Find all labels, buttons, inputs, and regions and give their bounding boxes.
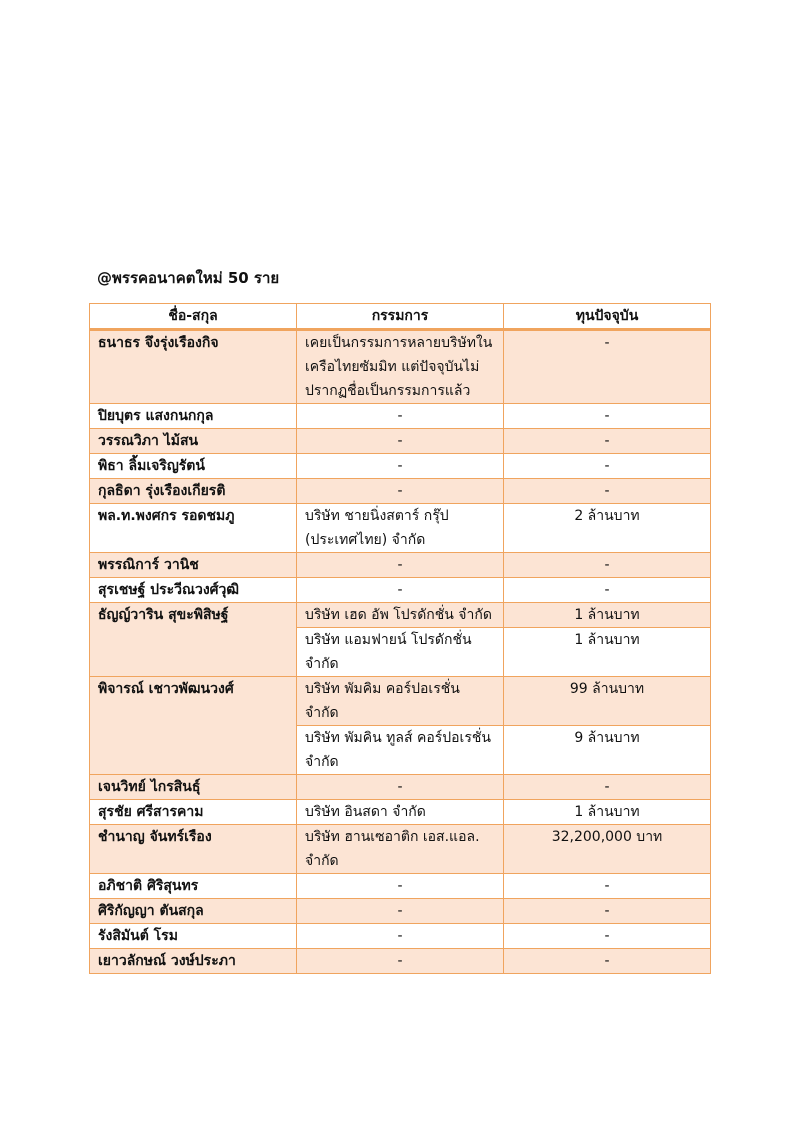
table-row (90, 578, 711, 603)
table-row (90, 330, 711, 404)
capital-cell: 1 ล้านบาท (504, 628, 711, 677)
capital-cell: 32,200,000 บาท (504, 825, 711, 874)
member-name: ศิริกัญญา ตันสกุล (90, 899, 297, 924)
director-cell: - (297, 775, 504, 800)
table-row (90, 800, 711, 825)
capital-cell: 1 ล้านบาท (504, 603, 711, 628)
table-header-row (90, 304, 711, 330)
director-cell: บริษัท ฮานเซอาติก เอส.แอล. จำกัด (297, 825, 504, 874)
capital-cell: - (504, 330, 711, 404)
director-cell: - (297, 899, 504, 924)
table-row (90, 874, 711, 899)
table-row (90, 504, 711, 553)
director-cell: บริษัท แอมฟายน์ โปรดักชั่น จำกัด (297, 628, 504, 677)
member-name: สุรชัย ศรีสารคาม (90, 800, 297, 825)
table-row (90, 553, 711, 578)
director-cell: - (297, 479, 504, 504)
header-director: กรรมการ (297, 304, 504, 330)
capital-cell: - (504, 578, 711, 603)
director-cell: บริษัท พัมคิน ทูลส์ คอร์ปอเรชั่น จำกัด (297, 726, 504, 775)
table-row (90, 775, 711, 800)
director-cell: - (297, 578, 504, 603)
capital-cell: - (504, 924, 711, 949)
member-name: พล.ท.พงศกร รอดชมภู (90, 504, 297, 553)
director-cell: บริษัท พัมคิม คอร์ปอเรชั่น จำกัด (297, 677, 504, 726)
director-cell: เคยเป็นกรรมการหลายบริษัทในเครือไทยซัมมิท แต่ปัจจุบันไม่ปรากฏชื่อเป็นกรรมการแล้ว (297, 330, 504, 404)
capital-cell: - (504, 949, 711, 974)
table-row (90, 899, 711, 924)
table-row (90, 404, 711, 429)
capital-cell: - (504, 553, 711, 578)
capital-cell: 1 ล้านบาท (504, 800, 711, 825)
members-table (89, 303, 711, 974)
member-name: อภิชาติ ศิริสุนทร (90, 874, 297, 899)
member-name: พรรณิการ์ วานิช (90, 553, 297, 578)
director-cell: - (297, 874, 504, 899)
capital-cell: - (504, 899, 711, 924)
table-row (90, 479, 711, 504)
capital-cell: 2 ล้านบาท (504, 504, 711, 553)
member-name: เจนวิทย์ ไกรสินธุ์ (90, 775, 297, 800)
director-cell: บริษัท เฮด อัพ โปรดักชั่น จำกัด (297, 603, 504, 628)
member-name: เยาวลักษณ์ วงษ์ประภา (90, 949, 297, 974)
director-cell: - (297, 404, 504, 429)
member-name: สุรเชษฐ์ ประวีณวงศ์วุฒิ (90, 578, 297, 603)
table-row (90, 677, 711, 726)
member-name: ธนาธร จึงรุ่งเรืองกิจ (90, 330, 297, 404)
capital-cell: 99 ล้านบาท (504, 677, 711, 726)
capital-cell: - (504, 429, 711, 454)
table-row (90, 825, 711, 874)
member-name: ธัญญ์วาริน สุขะพิสิษฐ์ (90, 603, 297, 677)
table-row (90, 429, 711, 454)
director-cell: - (297, 454, 504, 479)
member-name: รังสิมันต์ โรม (90, 924, 297, 949)
document-title: @พรรคอนาคตใหม่ 50 ราย (97, 269, 280, 287)
director-cell: - (297, 949, 504, 974)
capital-cell: - (504, 454, 711, 479)
capital-cell: - (504, 874, 711, 899)
director-cell: - (297, 553, 504, 578)
capital-cell: - (504, 479, 711, 504)
header-name: ชื่อ-สกุล (90, 304, 297, 330)
table-row (90, 454, 711, 479)
member-name: วรรณวิภา ไม้สน (90, 429, 297, 454)
member-name: ปิยบุตร แสงกนกกุล (90, 404, 297, 429)
member-name: ชำนาญ จันทร์เรือง (90, 825, 297, 874)
director-cell: บริษัท อินสดา จำกัด (297, 800, 504, 825)
header-capital: ทุนปัจจุบัน (504, 304, 711, 330)
member-name: พิจารณ์ เชาวพัฒนวงศ์ (90, 677, 297, 775)
director-cell: - (297, 924, 504, 949)
table-row (90, 949, 711, 974)
table-row (90, 603, 711, 628)
member-name: พิธา ลิ้มเจริญรัตน์ (90, 454, 297, 479)
capital-cell: - (504, 404, 711, 429)
table-row (90, 924, 711, 949)
director-cell: - (297, 429, 504, 454)
director-cell: บริษัท ชายนิ่งสตาร์ กรุ๊ป (ประเทศไทย) จำกัด (297, 504, 504, 553)
capital-cell: 9 ล้านบาท (504, 726, 711, 775)
capital-cell: - (504, 775, 711, 800)
member-name: กุลธิดา รุ่งเรืองเกียรติ (90, 479, 297, 504)
